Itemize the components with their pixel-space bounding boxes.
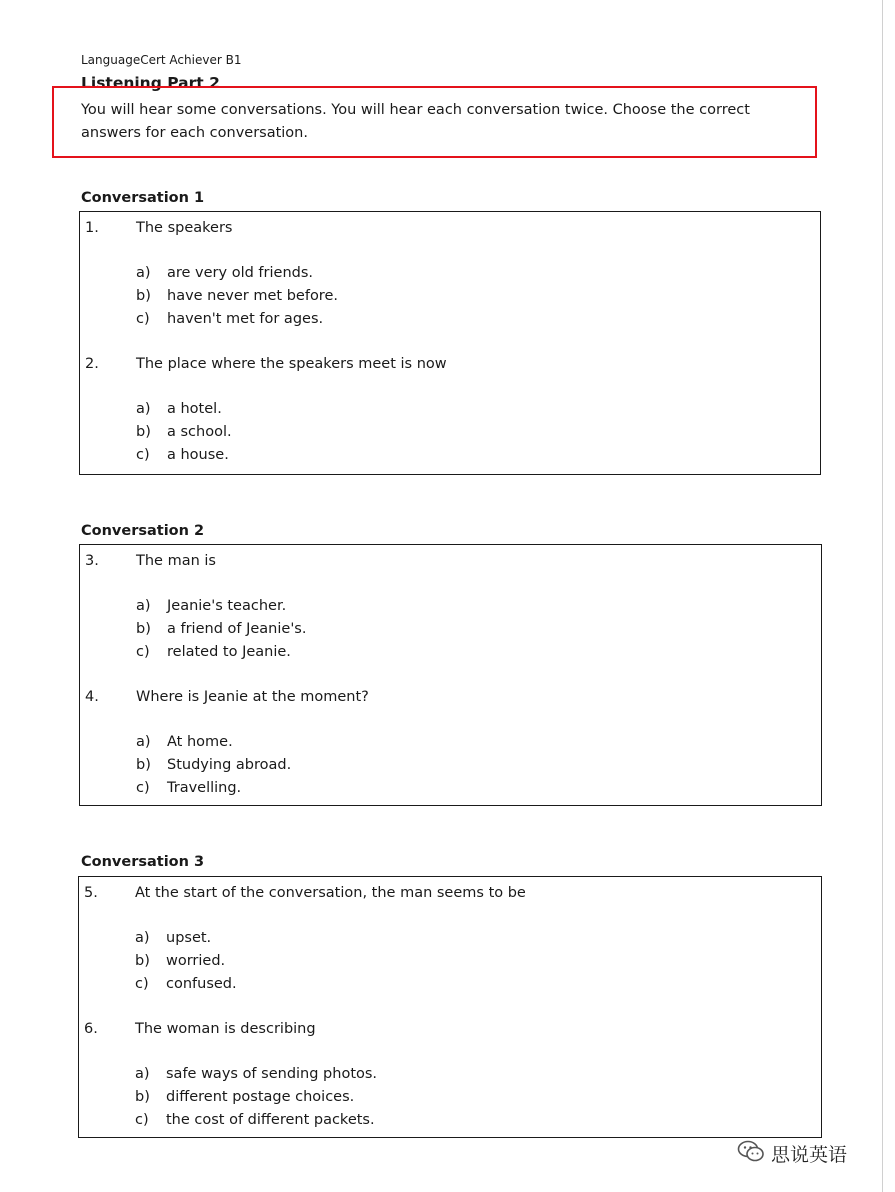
option-letter: c) bbox=[135, 1112, 149, 1128]
option-letter: a) bbox=[136, 598, 151, 614]
question-text: The place where the speakers meet is now bbox=[136, 356, 447, 372]
conversation-3-title: Conversation 3 bbox=[81, 854, 205, 870]
option-text[interactable]: related to Jeanie. bbox=[167, 644, 291, 660]
conversation-2-box bbox=[79, 544, 822, 806]
question-text: The man is bbox=[136, 553, 216, 569]
option-text[interactable]: the cost of different packets. bbox=[166, 1112, 375, 1128]
conversation-2-title: Conversation 2 bbox=[81, 523, 205, 539]
question-text: At the start of the conversation, the man seems to be bbox=[135, 885, 526, 901]
option-text[interactable]: haven't met for ages. bbox=[167, 311, 324, 327]
option-letter: b) bbox=[135, 1089, 150, 1105]
option-letter: c) bbox=[136, 644, 150, 660]
option-text[interactable]: a hotel. bbox=[167, 401, 222, 417]
option-letter: b) bbox=[136, 621, 151, 637]
section-title: Listening Part 2 bbox=[81, 74, 220, 92]
conversation-1-title: Conversation 1 bbox=[81, 190, 205, 206]
wechat-icon bbox=[737, 1139, 765, 1168]
option-text[interactable]: confused. bbox=[166, 976, 237, 992]
question-number: 3. bbox=[85, 553, 99, 569]
option-letter: c) bbox=[136, 447, 150, 463]
question-text: The woman is describing bbox=[135, 1021, 316, 1037]
option-text[interactable]: upset. bbox=[166, 930, 212, 946]
option-letter: b) bbox=[135, 953, 150, 969]
option-text[interactable]: Studying abroad. bbox=[167, 757, 292, 773]
question-number: 4. bbox=[85, 689, 99, 705]
question-text: The speakers bbox=[136, 220, 233, 236]
option-letter: b) bbox=[136, 288, 151, 304]
instructions: You will hear some conversations. You will hear each conversation twice. Choose the correct answers for each conversation. bbox=[81, 102, 750, 141]
conversation-1-box bbox=[79, 211, 821, 475]
option-text[interactable]: a friend of Jeanie's. bbox=[167, 621, 307, 637]
option-letter: a) bbox=[135, 930, 150, 946]
page-edge bbox=[882, 0, 883, 1192]
option-text[interactable]: are very old friends. bbox=[167, 265, 313, 281]
option-letter: c) bbox=[136, 780, 150, 796]
option-text[interactable]: Travelling. bbox=[167, 780, 242, 796]
option-letter: c) bbox=[135, 976, 149, 992]
option-letter: c) bbox=[136, 311, 150, 327]
option-text[interactable]: safe ways of sending photos. bbox=[166, 1066, 378, 1082]
option-text[interactable]: At home. bbox=[167, 734, 233, 750]
watermark-text: 思说英语 bbox=[771, 1144, 848, 1166]
watermark bbox=[737, 1139, 847, 1168]
option-text[interactable]: worried. bbox=[166, 953, 226, 969]
option-letter: a) bbox=[136, 265, 151, 281]
question-number: 5. bbox=[84, 885, 98, 901]
option-text[interactable]: different postage choices. bbox=[166, 1089, 355, 1105]
question-number: 6. bbox=[84, 1021, 98, 1037]
option-letter: a) bbox=[136, 734, 151, 750]
exam-name: LanguageCert Achiever B1 bbox=[81, 53, 242, 67]
question-number: 2. bbox=[85, 356, 99, 372]
conversation-3-box bbox=[78, 876, 822, 1138]
question-text: Where is Jeanie at the moment? bbox=[136, 689, 369, 705]
option-text[interactable]: a house. bbox=[167, 447, 229, 463]
option-text[interactable]: have never met before. bbox=[167, 288, 338, 304]
option-text[interactable]: Jeanie's teacher. bbox=[167, 598, 287, 614]
question-number: 1. bbox=[85, 220, 99, 236]
option-text[interactable]: a school. bbox=[167, 424, 232, 440]
option-letter: b) bbox=[136, 757, 151, 773]
option-letter: a) bbox=[135, 1066, 150, 1082]
option-letter: a) bbox=[136, 401, 151, 417]
option-letter: b) bbox=[136, 424, 151, 440]
